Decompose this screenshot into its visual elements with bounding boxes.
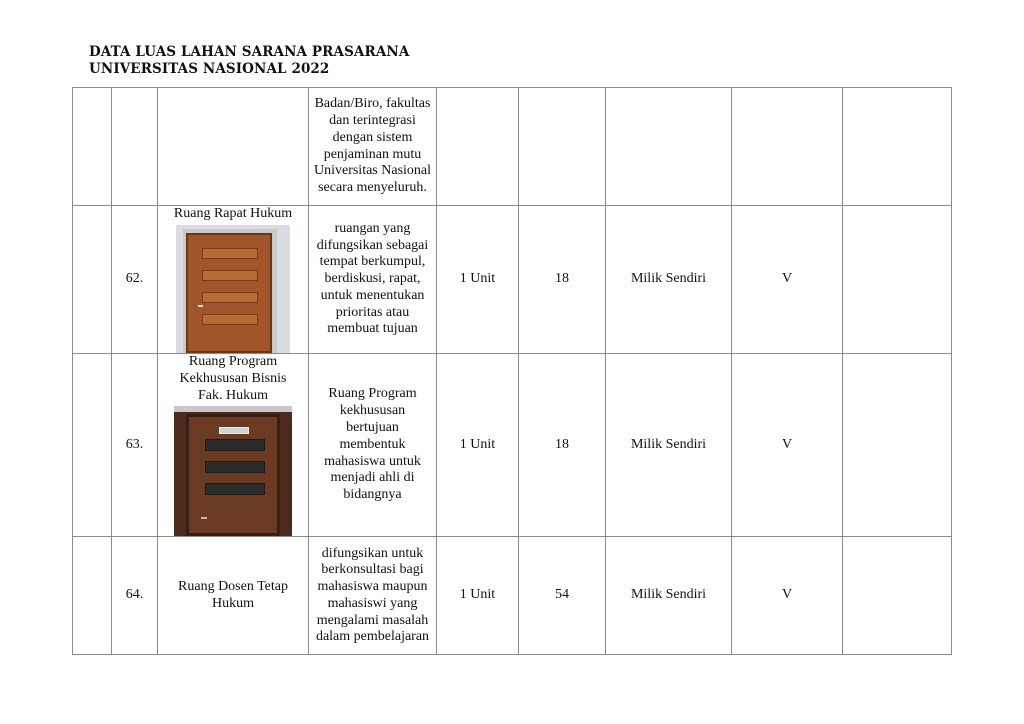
description-text: difungsikan untuk berkonsultasi bagi mahasiswa maupun mahasiswi yang mengalami masalah dalam pembelajaran	[315, 545, 430, 645]
room-name: Ruang Rapat Hukum	[173, 206, 293, 222]
check-cell: V	[732, 206, 843, 354]
room-name-cell	[158, 537, 309, 655]
blank-cell	[73, 537, 112, 655]
note-cell	[843, 537, 952, 655]
description-cell	[309, 206, 437, 354]
ownership-cell: Milik Sendiri	[606, 537, 732, 655]
ownership-cell: Milik Sendiri	[606, 354, 732, 537]
room-name-cell	[158, 206, 309, 354]
ownership-cell	[606, 88, 732, 206]
description-cell	[309, 537, 437, 655]
note-cell	[843, 206, 952, 354]
description-text: Ruang Program kekhususan bertujuan membentuk mahasiswa untuk menjadi ahli di bidangnya	[324, 386, 421, 503]
check-cell: V	[732, 354, 843, 537]
room-name-cell	[158, 354, 309, 537]
title-line-2: UNIVERSITAS NASIONAL 2022	[89, 61, 330, 77]
room-name: Ruang Dosen Tetap Hukum	[178, 579, 288, 611]
room-name: Ruang Program Kekhususan Bisnis Fak. Hukum	[179, 354, 287, 403]
quantity-cell: 1 Unit	[437, 206, 519, 354]
check-cell	[732, 88, 843, 206]
ownership-cell: Milik Sendiri	[606, 206, 732, 354]
table-row	[73, 537, 952, 655]
note-cell	[843, 88, 952, 206]
row-number: 63.	[112, 354, 158, 537]
document-title	[89, 44, 409, 78]
description-text: ruangan yang difungsikan sebagai tempat berkumpul, berdiskusi, rapat, untuk menentukan prioritas atau membuat tujuan	[316, 220, 429, 337]
table-row	[73, 354, 952, 537]
description-text: Badan/Biro, fakultas dan terintegrasi dengan sistem penjaminan mutu Universitas Nasional secara menyeluruh.	[313, 96, 432, 196]
quantity-cell	[437, 88, 519, 206]
blank-cell	[73, 206, 112, 354]
quantity-cell: 1 Unit	[437, 537, 519, 655]
row-number: 64.	[112, 537, 158, 655]
check-cell: V	[732, 537, 843, 655]
row-number	[112, 88, 158, 206]
description-cell	[309, 354, 437, 537]
title-line-1: DATA LUAS LAHAN SARANA PRASARANA	[89, 44, 410, 60]
door-photo-icon	[174, 406, 292, 536]
table-row	[73, 206, 952, 354]
blank-cell	[73, 354, 112, 537]
note-cell	[843, 354, 952, 537]
area-cell: 18	[519, 354, 606, 537]
blank-cell	[73, 88, 112, 206]
table-row	[73, 88, 952, 206]
door-photo-icon	[176, 225, 290, 353]
facility-table	[72, 87, 952, 655]
area-cell	[519, 88, 606, 206]
quantity-cell: 1 Unit	[437, 354, 519, 537]
row-number: 62.	[112, 206, 158, 354]
area-cell: 54	[519, 537, 606, 655]
area-cell: 18	[519, 206, 606, 354]
description-cell	[309, 88, 437, 206]
room-name-cell	[158, 88, 309, 206]
